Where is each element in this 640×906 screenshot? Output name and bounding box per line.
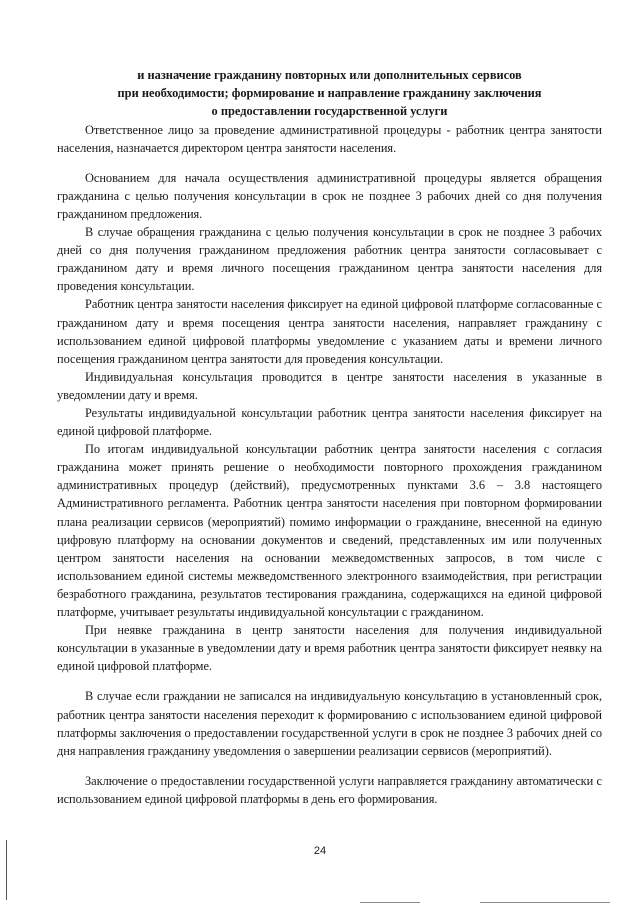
page-content bbox=[57, 66, 602, 808]
paragraph-not-registered: В случае если граждании не записался на индивидуальную консультацию в установленный срок, работник центра занятости населения переходит к формированию с использованием единой цифровой платформы заключения о предоставлении государственной услуги в срок не позднее 3 рабочих дней со дня направления гражданину уведомления о завершении реализации сервисов (мероприятий). bbox=[57, 689, 602, 758]
paragraph-consultation-held: Индивидуальная консультация проводится в центре занятости населения в указанные в уведомлении дату и время. bbox=[57, 369, 602, 402]
heading-line-3: о предоставлении государственной услуги bbox=[211, 104, 448, 119]
heading-line-1: и назначение гражданину повторных или дополнительных сервисов bbox=[137, 68, 522, 82]
paragraph-no-show: При неявке гражданина в центр занятости населения для получения индивидуальной консультации в указанные в уведомлении дату и время работник центра занятости фиксирует неявку на единой цифровой платформе. bbox=[57, 623, 602, 674]
paragraph-appointment: В случае обращения гражданина с целью получения консультации в срок не позднее 3 рабочих дней со дня получения гражданином предложения работник центра занятости согласовывает с гражданином дату и время личного посещения гражданином центра занятости населения для проведения консультации. bbox=[57, 225, 602, 294]
section-heading bbox=[57, 66, 602, 121]
page-number: 24 bbox=[313, 845, 327, 857]
heading-line-2: при необходимости; формирование и направление гражданину заключения bbox=[117, 86, 542, 101]
paragraph-results: Результаты индивидуальной консультации работник центра занятости населения фиксирует на единой цифровой платформе. bbox=[57, 406, 602, 439]
paragraph-conclusion-sent: Заключение о предоставлении государственной услуги направляется гражданину автоматически с использованием единой цифровой платформы в день его формирования. bbox=[57, 773, 602, 806]
scan-bottom-line-2 bbox=[480, 902, 610, 903]
scan-edge-mark bbox=[6, 840, 7, 900]
scan-bottom-line-1 bbox=[360, 902, 420, 903]
paragraph-grounds: Основанием для начала осуществления административной процедуры является обращения гражданина с целью получения консультации в срок не позднее 3 рабочих дней со дня получения гражданином предложения. bbox=[57, 170, 602, 221]
paragraph-repeat-procedures: По итогам индивидуальной консультации работник центра занятости населения с согласия гражданина может принять решение о необходимости повторного прохождения гражданином административных процедур (действий), предусмотренных пунктами 3.6 – 3.8 настоящего Административного регламента. Работник центра занятости населения при повторном формировании плана реализации сервисов (мероприятий) помимо информации о гражданине, внесенной на единую цифровую платформу на основании документов и сведений, представленных им или полученных центром занятости населения на основании межведомственных запросов, в том числе с использованием единой системы межведомственного электронного взаимодействия, при регистрации безработного гражданина, результатов тестирования гражданина, содержащихся на единой цифровой платформе, учитывает результаты индивидуальной консультации с гражданином. bbox=[57, 442, 602, 620]
paragraph-platform-record: Работник центра занятости населения фиксирует на единой цифровой платформе согласованные с гражданином дату и время посещения центра занятости населения, направляет гражданину с использованием единой цифровой платформы уведомление с указанием даты и времени личного посещения гражданином центра занятости для проведения консультации. bbox=[57, 297, 602, 366]
paragraph-responsible-person: Ответственное лицо за проведение административной процедуры - работник центра занятости населения, назначается директором центра занятости населения. bbox=[57, 122, 602, 155]
